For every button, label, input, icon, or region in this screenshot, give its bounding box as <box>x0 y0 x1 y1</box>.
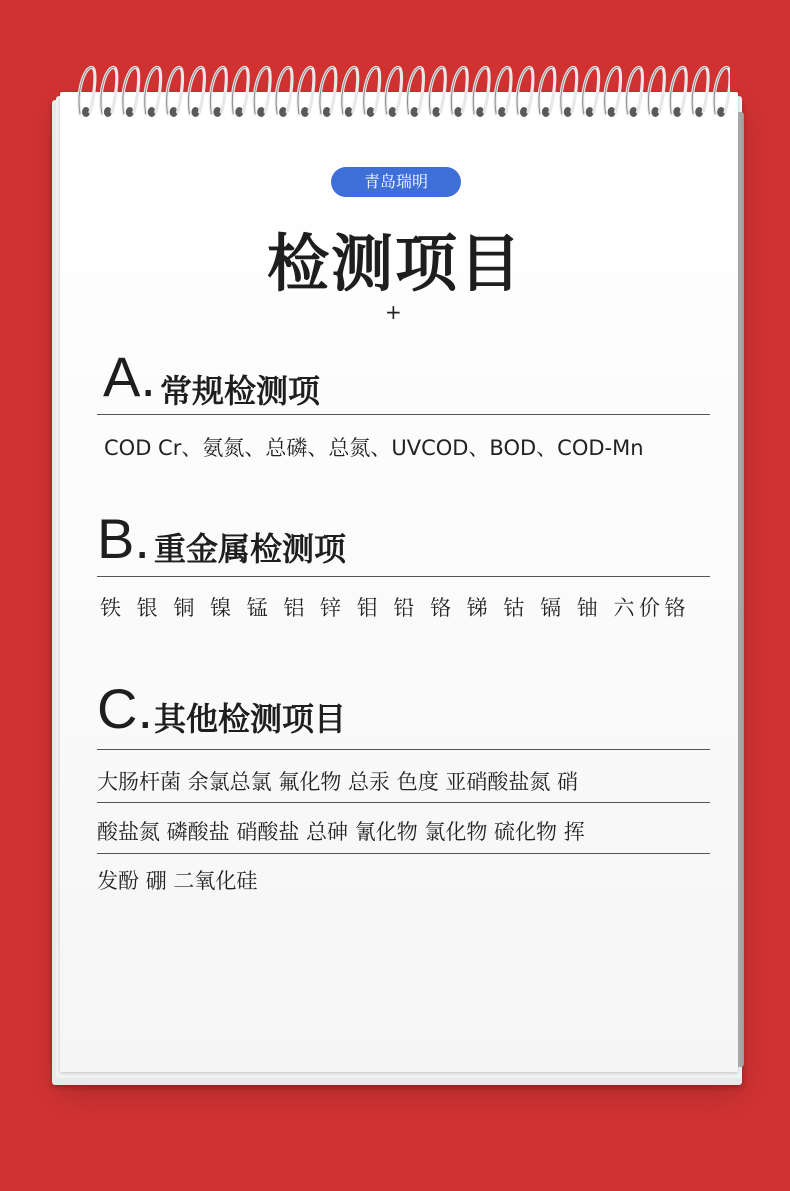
spiral-ring <box>298 68 314 117</box>
spiral-ring <box>648 68 664 117</box>
section-c-items-line-2: 酸盐氮 磷酸盐 硝酸盐 总砷 氰化物 氯化物 硫化物 挥 <box>97 820 585 844</box>
spiral-ring <box>473 68 489 117</box>
page-title: 检测项目 <box>266 227 523 300</box>
spiral-ring <box>670 68 686 117</box>
spiral-ring <box>692 68 708 117</box>
spiral-ring <box>254 68 270 117</box>
spiral-ring <box>145 68 161 117</box>
section-a-divider <box>97 414 710 415</box>
section-b-letter: B. <box>97 507 150 570</box>
section-c-divider-2 <box>97 802 710 803</box>
section-b-title: 重金属检测项 <box>154 530 347 568</box>
spiral-ring <box>123 68 139 117</box>
spiral-ring <box>495 68 511 117</box>
spiral-ring <box>276 68 292 117</box>
spiral-ring <box>79 68 95 117</box>
spiral-ring <box>408 68 424 117</box>
spiral-ring <box>605 68 621 117</box>
section-a-items: COD Cr、氨氮、总磷、总氮、UVCOD、BOD、COD-Mn <box>104 436 644 460</box>
spiral-ring <box>561 68 577 117</box>
spiral-ring <box>167 68 183 117</box>
spiral-ring <box>342 68 358 117</box>
section-a-title: 常规检测项 <box>160 372 321 410</box>
spiral-ring <box>583 68 599 117</box>
section-c-letter: C. <box>97 677 153 740</box>
section-b-items: 铁 银 铜 镍 锰 铝 锌 钼 铅 铬 锑 钴 镉 铀 六价铬 <box>100 596 690 620</box>
spiral-ring <box>429 68 445 117</box>
spiral-ring <box>627 68 643 117</box>
spiral-ring <box>232 68 248 117</box>
section-a-letter: A. <box>103 345 156 408</box>
spiral-ring <box>539 68 555 117</box>
section-c-divider-3 <box>97 853 710 854</box>
spiral-ring <box>364 68 380 117</box>
spiral-ring <box>189 68 205 117</box>
section-b-divider <box>97 576 710 577</box>
spiral-ring <box>714 68 730 117</box>
section-c-divider-1 <box>97 749 710 750</box>
brand-badge: 青岛瑞明 <box>331 167 461 197</box>
spiral-ring <box>101 68 117 117</box>
spiral-ring <box>386 68 402 117</box>
spiral-ring <box>451 68 467 117</box>
section-c-items-line-3: 发酚 硼 二氧化硅 <box>97 869 258 893</box>
spiral-ring <box>320 68 336 117</box>
spiral-binding <box>70 58 730 128</box>
section-c-items-line-1: 大肠杆菌 余氯总氯 氟化物 总汞 色度 亚硝酸盐氮 硝 <box>97 770 579 794</box>
spiral-ring <box>517 68 533 117</box>
plus-icon: + <box>385 300 402 324</box>
section-c-title: 其他检测项目 <box>154 700 347 738</box>
spiral-ring <box>210 68 226 117</box>
